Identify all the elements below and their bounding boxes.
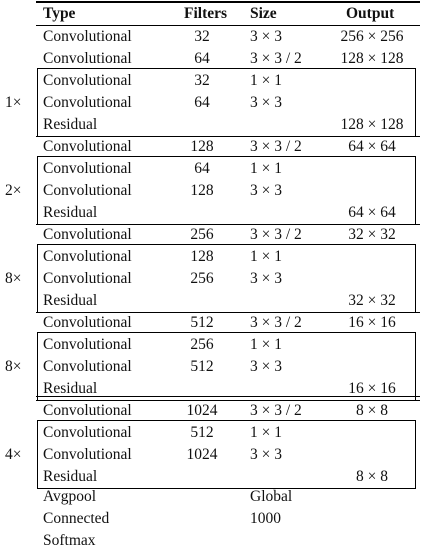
cell-size: 3 × 3 — [250, 446, 282, 463]
block-multiplier: 1× — [5, 93, 22, 111]
cell-type: Convolutional — [43, 182, 132, 199]
cell-output: 8 × 8 — [356, 468, 388, 485]
cell-type: Convolutional — [43, 50, 132, 67]
residual-block-box — [37, 420, 416, 489]
cell-type: Convolutional — [43, 314, 132, 331]
cell-filters: 128 — [190, 182, 214, 199]
table-row — [0, 48, 427, 70]
cell-type: Convolutional — [43, 424, 132, 441]
table-row — [0, 530, 427, 552]
block-multiplier: 8× — [5, 357, 22, 375]
cell-output: 64 × 64 — [348, 204, 396, 221]
cell-size: 3 × 3 — [250, 358, 282, 375]
cell-filters: 256 — [190, 270, 214, 287]
cell-filters: 256 — [190, 226, 214, 243]
table-row — [0, 136, 427, 158]
cell-size: 1000 — [250, 510, 281, 527]
header-output: Output — [346, 5, 395, 22]
cell-type: Convolutional — [43, 270, 132, 287]
block-multiplier: 8× — [5, 269, 22, 287]
row-separator — [36, 136, 420, 137]
table-row — [0, 312, 427, 334]
table-row — [0, 486, 427, 508]
cell-output: 256 × 256 — [340, 28, 404, 45]
cell-size: 1 × 1 — [250, 72, 282, 89]
header-type: Type — [43, 5, 76, 22]
cell-filters: 512 — [190, 424, 214, 441]
cell-output: 32 × 32 — [348, 226, 396, 243]
cell-type: Convolutional — [43, 28, 132, 45]
cell-filters: 1024 — [186, 402, 218, 419]
residual-block-box — [37, 156, 416, 225]
cell-size: 3 × 3 / 2 — [250, 314, 302, 331]
cell-type: Softmax — [43, 532, 96, 549]
cell-type: Convolutional — [43, 72, 132, 89]
cell-type: Connected — [43, 510, 110, 527]
row-separator — [36, 312, 420, 313]
cell-output: 64 × 64 — [348, 138, 396, 155]
cell-output: 128 × 128 — [340, 50, 404, 67]
table-row — [0, 400, 427, 422]
cell-type: Residual — [43, 468, 98, 485]
cell-filters: 64 — [194, 160, 210, 177]
cell-filters: 32 — [194, 28, 210, 45]
cell-size: 3 × 3 / 2 — [250, 50, 302, 67]
cell-type: Residual — [43, 292, 98, 309]
cell-output: 16 × 16 — [348, 380, 396, 397]
cell-filters: 1024 — [186, 446, 218, 463]
cell-size: 1 × 1 — [250, 248, 282, 265]
cell-filters: 128 — [190, 138, 214, 155]
table-row — [0, 224, 427, 246]
cell-type: Convolutional — [43, 248, 132, 265]
table-row — [0, 508, 427, 530]
cell-type: Convolutional — [43, 138, 132, 155]
cell-size: 3 × 3 / 2 — [250, 402, 302, 419]
residual-block-box — [37, 68, 416, 137]
cell-type: Residual — [43, 116, 98, 133]
cell-size: 1 × 1 — [250, 336, 282, 353]
cell-type: Convolutional — [43, 160, 132, 177]
residual-block-box — [37, 332, 416, 401]
cell-filters: 64 — [194, 94, 210, 111]
cell-size: 3 × 3 — [250, 182, 282, 199]
header-filters: Filters — [184, 5, 228, 22]
cell-size: 3 × 3 — [250, 94, 282, 111]
cell-output: 128 × 128 — [340, 116, 404, 133]
cell-type: Avgpool — [43, 488, 97, 505]
residual-block-box — [37, 244, 416, 313]
cell-filters: 64 — [194, 50, 210, 67]
cell-type: Convolutional — [43, 446, 132, 463]
cell-type: Residual — [43, 380, 98, 397]
cell-size: 3 × 3 / 2 — [250, 226, 302, 243]
table-row — [0, 26, 427, 48]
row-separator — [36, 400, 420, 401]
cell-size: 3 × 3 — [250, 270, 282, 287]
cell-type: Convolutional — [43, 94, 132, 111]
cell-output: 8 × 8 — [356, 402, 388, 419]
cell-type: Residual — [43, 204, 98, 221]
cell-output: 32 × 32 — [348, 292, 396, 309]
cell-output: 16 × 16 — [348, 314, 396, 331]
cell-filters: 32 — [194, 72, 210, 89]
block-multiplier: 4× — [5, 445, 22, 463]
cell-type: Convolutional — [43, 336, 132, 353]
cell-size: 3 × 3 / 2 — [250, 138, 302, 155]
block-multiplier: 2× — [5, 181, 22, 199]
cell-size: Global — [250, 488, 293, 505]
cell-filters: 512 — [190, 314, 214, 331]
cell-size: 1 × 1 — [250, 424, 282, 441]
header-size: Size — [250, 5, 277, 22]
cell-type: Convolutional — [43, 402, 132, 419]
cell-filters: 256 — [190, 336, 214, 353]
row-separator — [36, 224, 420, 225]
cell-filters: 128 — [190, 248, 214, 265]
cell-size: 1 × 1 — [250, 160, 282, 177]
cell-type: Convolutional — [43, 226, 132, 243]
cell-filters: 512 — [190, 358, 214, 375]
cell-size: 3 × 3 — [250, 28, 282, 45]
cell-type: Convolutional — [43, 358, 132, 375]
